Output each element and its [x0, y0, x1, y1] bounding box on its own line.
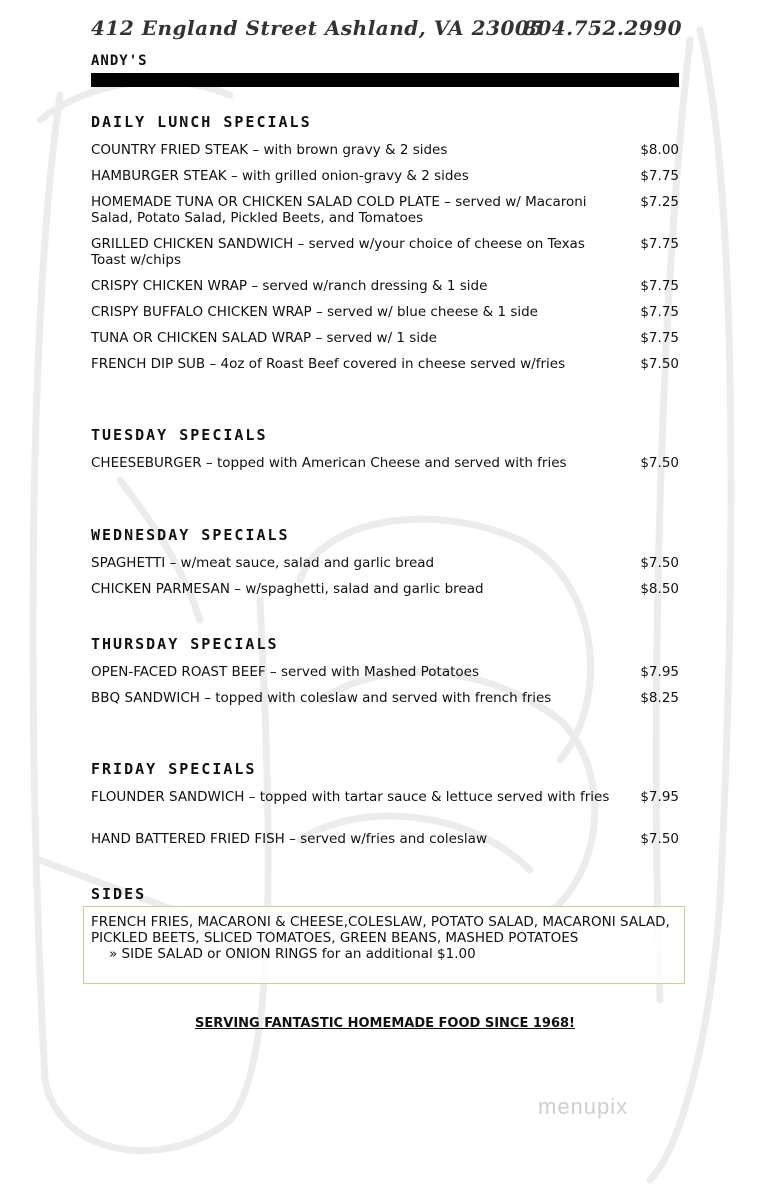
menu-item-price: $7.75 [640, 330, 679, 346]
menu-item-text: FLOUNDER SANDWICH – topped with tartar sauce & lettuce served with fries [91, 789, 610, 805]
menu-item-text: HOMEMADE TUNA OR CHICKEN SALAD COLD PLATE – served w/ Macaroni Salad, Potato Salad, Pickled Beets, and Tomatoes [91, 194, 587, 226]
menu-item [91, 581, 679, 597]
header-address: 412 England Street Ashland, VA 23005 [91, 16, 544, 40]
menu-item-text: BBQ SANDWICH – topped with coleslaw and served with french fries [91, 690, 552, 706]
menu-item-text: CRISPY BUFFALO CHICKEN WRAP – served w/ blue cheese & 1 side [91, 304, 538, 320]
menu-item [91, 831, 679, 847]
menu-item-text: OPEN-FACED ROAST BEEF – served with Mashed Potatoes [91, 664, 479, 680]
menu-item-price: $8.00 [640, 142, 679, 158]
watermark-logo: menupix [538, 1094, 629, 1119]
menu-item [91, 304, 679, 320]
menu-item [91, 236, 679, 268]
menu-item [91, 168, 679, 184]
menu-item [91, 356, 679, 372]
section-title-thursday: THURSDAY SPECIALS [91, 635, 279, 653]
menu-item [91, 455, 679, 471]
menu-item-price: $7.50 [640, 356, 679, 372]
menu-item [91, 278, 679, 294]
menu-item [91, 330, 679, 346]
menu-item-text: COUNTRY FRIED STEAK – with brown gravy & 2 sides [91, 142, 448, 158]
menu-item [91, 555, 679, 571]
menu-item-price: $8.50 [640, 581, 679, 597]
menu-item-price: $7.75 [640, 168, 679, 184]
section-title-tuesday: TUESDAY SPECIALS [91, 426, 268, 444]
menu-item-price: $7.95 [640, 789, 679, 805]
menu-item [91, 664, 679, 680]
menu-item-text: TUNA OR CHICKEN SALAD WRAP – served w/ 1 side [91, 330, 437, 346]
menu-item-price: $7.75 [640, 304, 679, 320]
footer-tagline: SERVING FANTASTIC HOMEMADE FOOD SINCE 1968! [195, 1016, 575, 1031]
menu-item [91, 194, 679, 226]
sides-box [83, 906, 685, 984]
section-title-wednesday: WEDNESDAY SPECIALS [91, 526, 290, 544]
menu-item-price: $7.75 [640, 236, 679, 252]
brand-name: ANDY'S [91, 53, 148, 69]
menu-item-price: $7.50 [640, 831, 679, 847]
menu-item-price: $7.95 [640, 664, 679, 680]
section-title-friday: FRIDAY SPECIALS [91, 760, 257, 778]
menu-item [91, 690, 679, 706]
section-title-daily: DAILY LUNCH SPECIALS [91, 113, 312, 131]
menu-item-text: SPAGHETTI – w/meat sauce, salad and garlic bread [91, 555, 435, 571]
sides-extra-note: » SIDE SALAD or ONION RINGS for an additional $1.00 [109, 946, 476, 962]
menu-item-price: $7.25 [640, 194, 679, 210]
menu-item-price: $7.75 [640, 278, 679, 294]
section-title-sides: SIDES [91, 885, 147, 903]
menu-item-text: HAMBURGER STEAK – with grilled onion-gravy & 2 sides [91, 168, 469, 184]
header-phone[interactable]: 804.752.2990 [522, 16, 682, 40]
menu-item-text: CRISPY CHICKEN WRAP – served w/ranch dressing & 1 side [91, 278, 488, 294]
menu-item [91, 142, 679, 158]
menu-item-price: $8.25 [640, 690, 679, 706]
menu-item [91, 789, 679, 805]
menu-item-price: $7.50 [640, 455, 679, 471]
menu-item-text: HAND BATTERED FRIED FISH – served w/fries and coleslaw [91, 831, 487, 847]
menu-item-text: GRILLED CHICKEN SANDWICH – served w/your choice of cheese on Texas Toast w/chips [91, 236, 585, 268]
menu-item-price: $7.50 [640, 555, 679, 571]
header-divider [91, 73, 679, 87]
menu-item-text: CHICKEN PARMESAN – w/spaghetti, salad and garlic bread [91, 581, 484, 597]
sides-list: FRENCH FRIES, MACARONI & CHEESE,COLESLAW, POTATO SALAD, MACARONI SALAD, PICKLED BEETS, SLICED TOMATOES, GREEN BEANS, MASHED POTATOES [91, 914, 670, 946]
menu-item-text: CHEESEBURGER – topped with American Cheese and served with fries [91, 455, 567, 471]
menu-item-text: FRENCH DIP SUB – 4oz of Roast Beef covered in cheese served w/fries [91, 356, 566, 372]
